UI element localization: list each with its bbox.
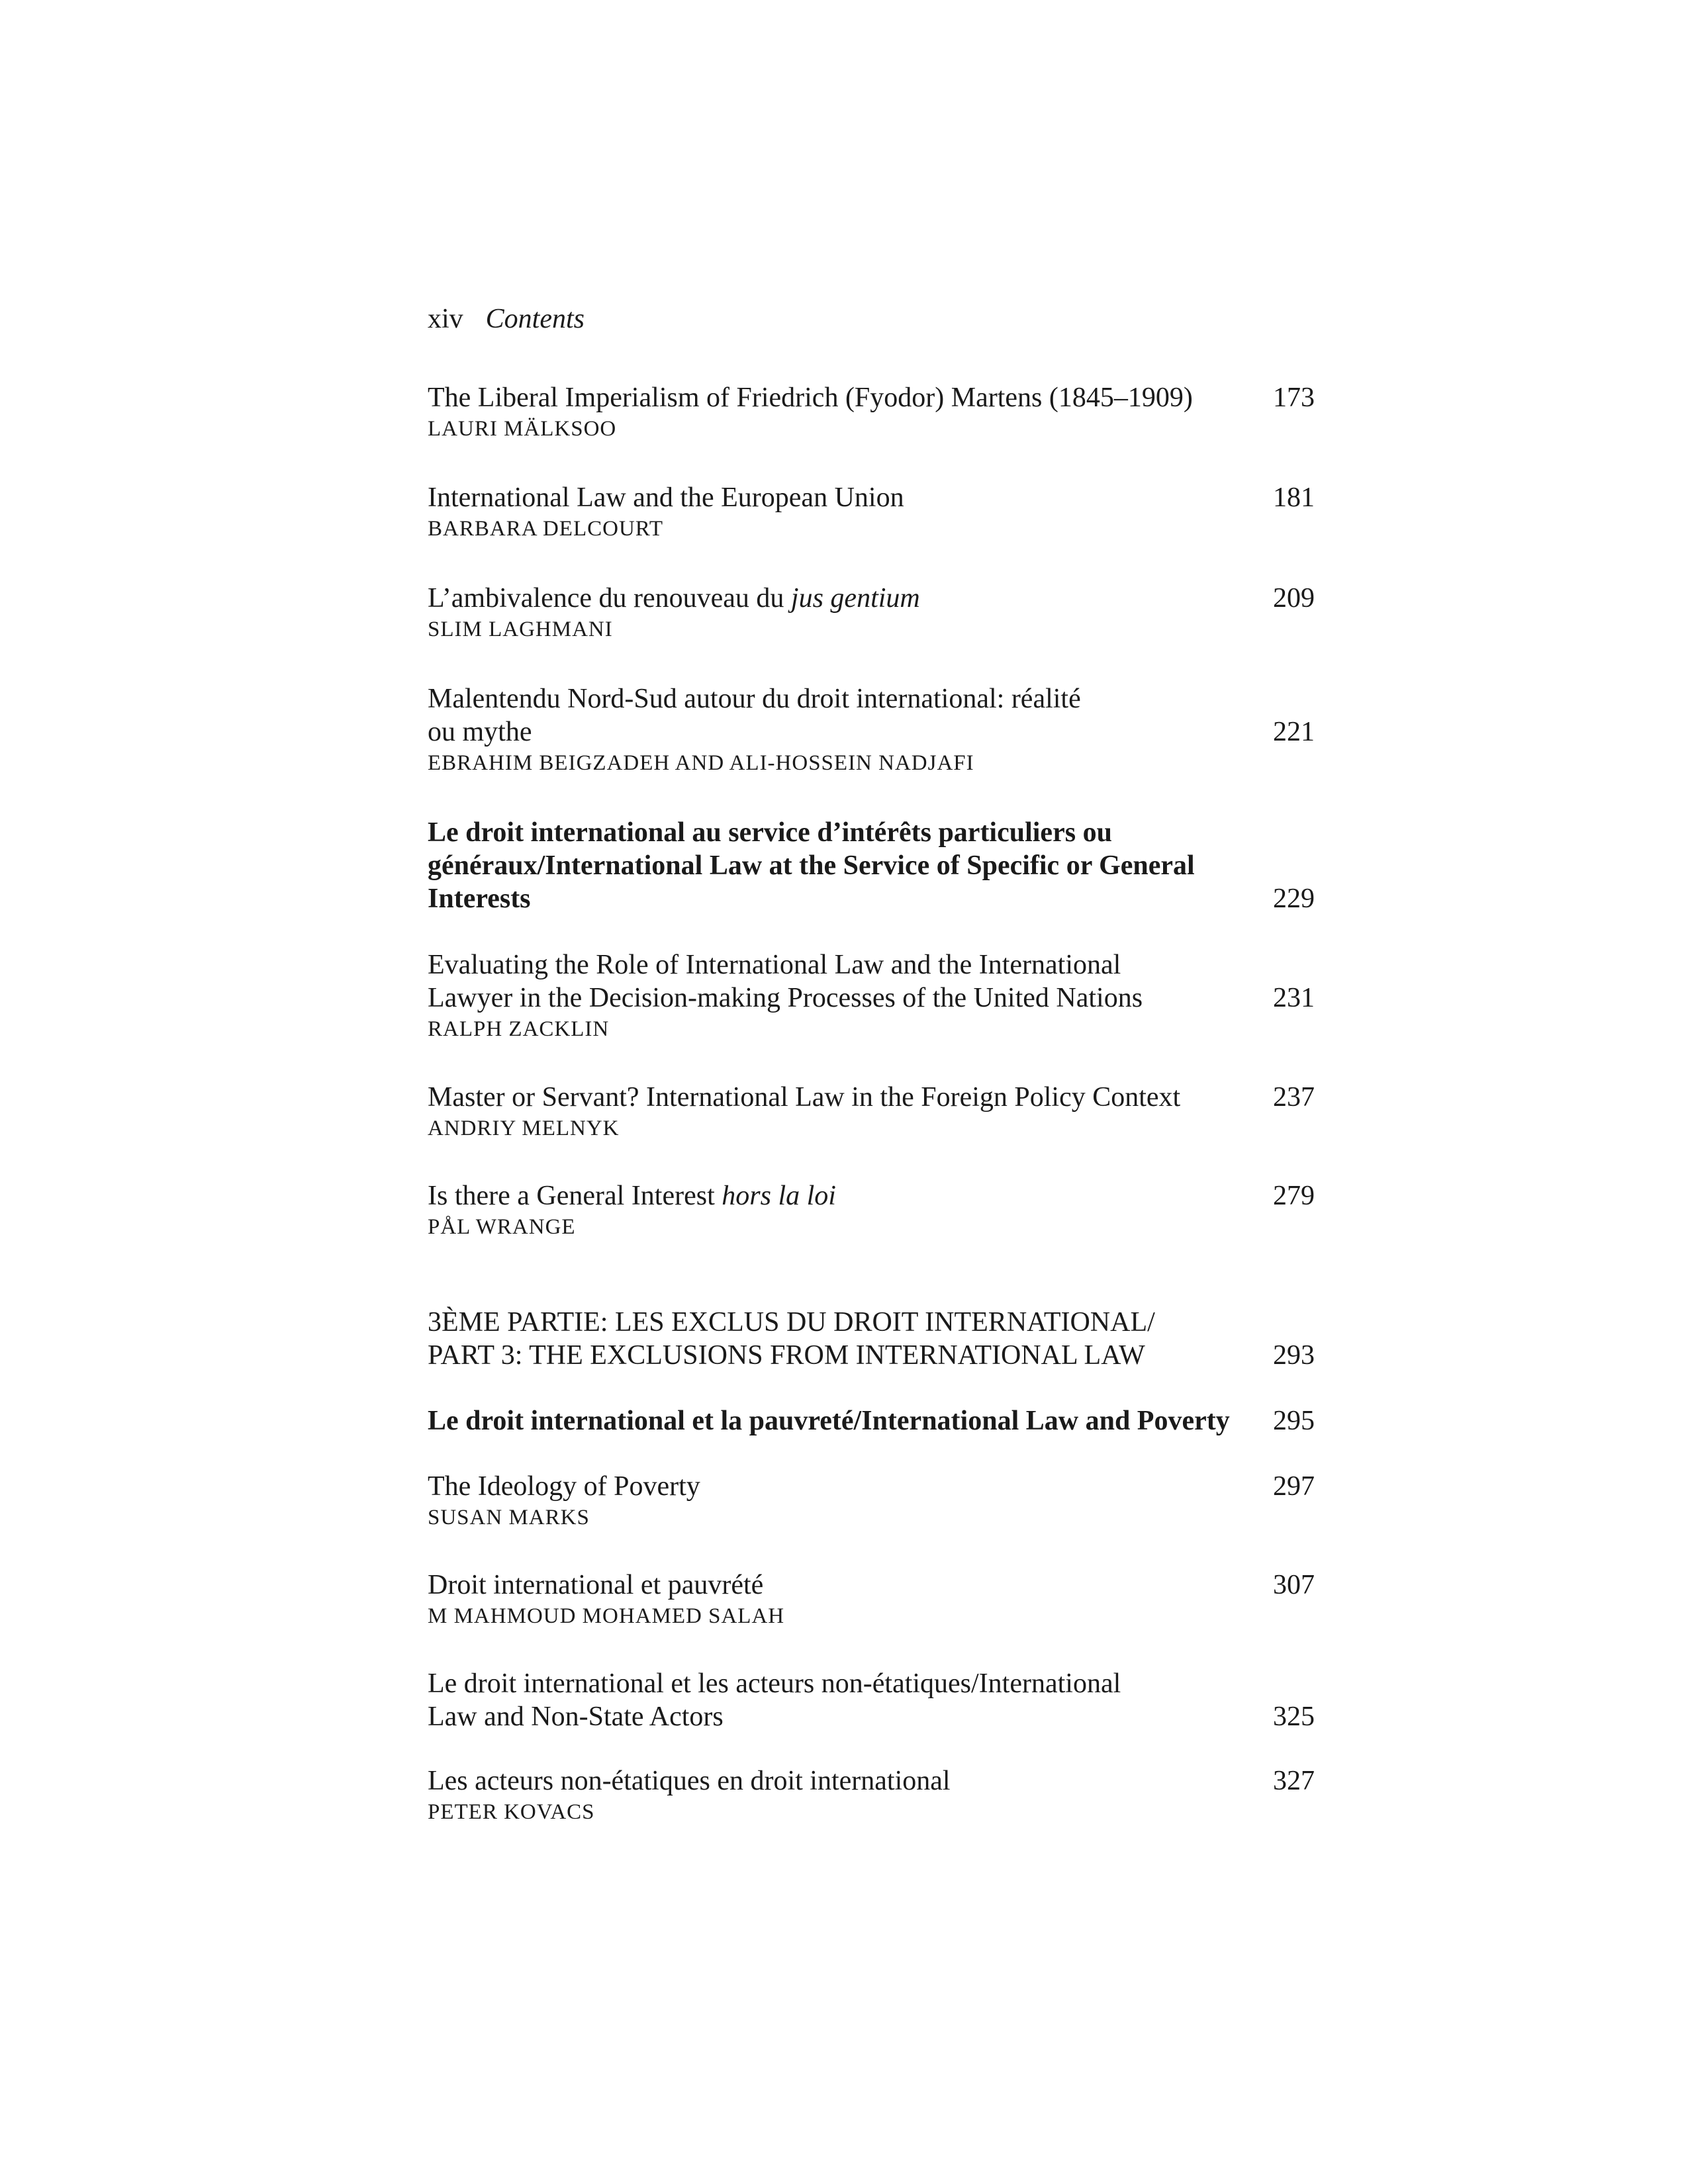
toc-entry[interactable] xyxy=(428,582,1315,643)
toc-entry-title: Malentendu Nord-Sud autour du droit international: réalité ou mythe xyxy=(428,684,1081,747)
toc-entry[interactable] xyxy=(428,948,1315,1042)
toc-entry[interactable] xyxy=(428,381,1315,442)
toc-entry[interactable] xyxy=(428,1470,1315,1531)
toc-entry-title: Droit international et pauvrété xyxy=(428,1570,764,1600)
toc-entry[interactable] xyxy=(428,1179,1315,1240)
toc-entry-author: BARBARA DELCOURT xyxy=(428,517,663,541)
toc-page-number: 293 xyxy=(1273,1340,1315,1371)
toc-section-title: Le droit international et la pauvreté/International Law and Poverty xyxy=(428,1406,1230,1436)
toc-entry-title: The Ideology of Poverty xyxy=(428,1471,700,1502)
toc-entry-author: PÅL WRANGE xyxy=(428,1215,576,1239)
toc-entry-author: PETER KOVACS xyxy=(428,1800,595,1824)
toc-page-number: 181 xyxy=(1273,482,1315,513)
running-head-title: Contents xyxy=(485,304,585,334)
toc-part-title: 3ÈME PARTIE: LES EXCLUS DU DROIT INTERNATIONAL/ PART 3: THE EXCLUSIONS FROM INTERNATIONAL LAW xyxy=(428,1307,1155,1371)
toc-page-number: 327 xyxy=(1273,1766,1315,1796)
toc-section-heading[interactable] xyxy=(428,816,1315,915)
toc-section-heading[interactable] xyxy=(428,1404,1315,1437)
toc-entry-title: L’ambivalence du renouveau du jus gentium xyxy=(428,583,920,614)
toc-page-number: 297 xyxy=(1273,1471,1315,1502)
toc-page-number: 279 xyxy=(1273,1181,1315,1211)
toc-entry-title: The Liberal Imperialism of Friedrich (Fyodor) Martens (1845–1909) xyxy=(428,383,1193,413)
toc-entry-title: Evaluating the Role of International Law and the International Lawyer in the Decision-making Processes of the United Nations xyxy=(428,950,1143,1013)
toc-page-number: 173 xyxy=(1273,383,1315,413)
toc-part-heading[interactable] xyxy=(428,1306,1315,1372)
toc-entry[interactable] xyxy=(428,1081,1315,1142)
toc-entry-title: Les acteurs non-étatiques en droit international xyxy=(428,1766,951,1796)
toc-entry[interactable] xyxy=(428,1569,1315,1629)
toc-entry-title: Is there a General Interest hors la loi xyxy=(428,1181,836,1211)
toc-section-title: Le droit international et les acteurs non-étatiques/International Law and Non-State Actors xyxy=(428,1668,1121,1732)
toc-entry[interactable] xyxy=(428,682,1315,776)
toc-entry-author: M MAHMOUD MOHAMED SALAH xyxy=(428,1604,785,1628)
toc-entry-author: RALPH ZACKLIN xyxy=(428,1017,610,1041)
toc-page-number: 325 xyxy=(1273,1702,1315,1732)
toc-page-number: 229 xyxy=(1273,884,1315,914)
toc-page-number: 295 xyxy=(1273,1406,1315,1436)
toc-section-title: Le droit international au service d’intérêts particuliers ou généraux/International Law at the Service of Specific or General Interests xyxy=(428,817,1195,914)
toc-page-number: 307 xyxy=(1273,1570,1315,1600)
page-folio: xiv xyxy=(428,304,463,334)
toc-entry-author: ANDRIY MELNYK xyxy=(428,1116,620,1140)
running-head xyxy=(428,299,585,339)
toc-page-number: 237 xyxy=(1273,1082,1315,1113)
toc-entry-author: EBRAHIM BEIGZADEH AND ALI-HOSSEIN NADJAFI xyxy=(428,751,974,775)
toc-page-number: 221 xyxy=(1273,717,1315,747)
toc-page-number: 231 xyxy=(1273,983,1315,1013)
toc-entry-author: SLIM LAGHMANI xyxy=(428,617,613,641)
toc-entry[interactable] xyxy=(428,481,1315,542)
toc-entry-title: International Law and the European Union xyxy=(428,482,904,513)
toc-entry-title: Master or Servant? International Law in the Foreign Policy Context xyxy=(428,1082,1181,1113)
toc-section-heading[interactable] xyxy=(428,1667,1315,1733)
toc-entry-author: SUSAN MARKS xyxy=(428,1506,590,1529)
toc-entry-author: LAURI MÄLKSOO xyxy=(428,417,617,441)
toc-page-number: 209 xyxy=(1273,583,1315,614)
toc-entry[interactable] xyxy=(428,1764,1315,1825)
